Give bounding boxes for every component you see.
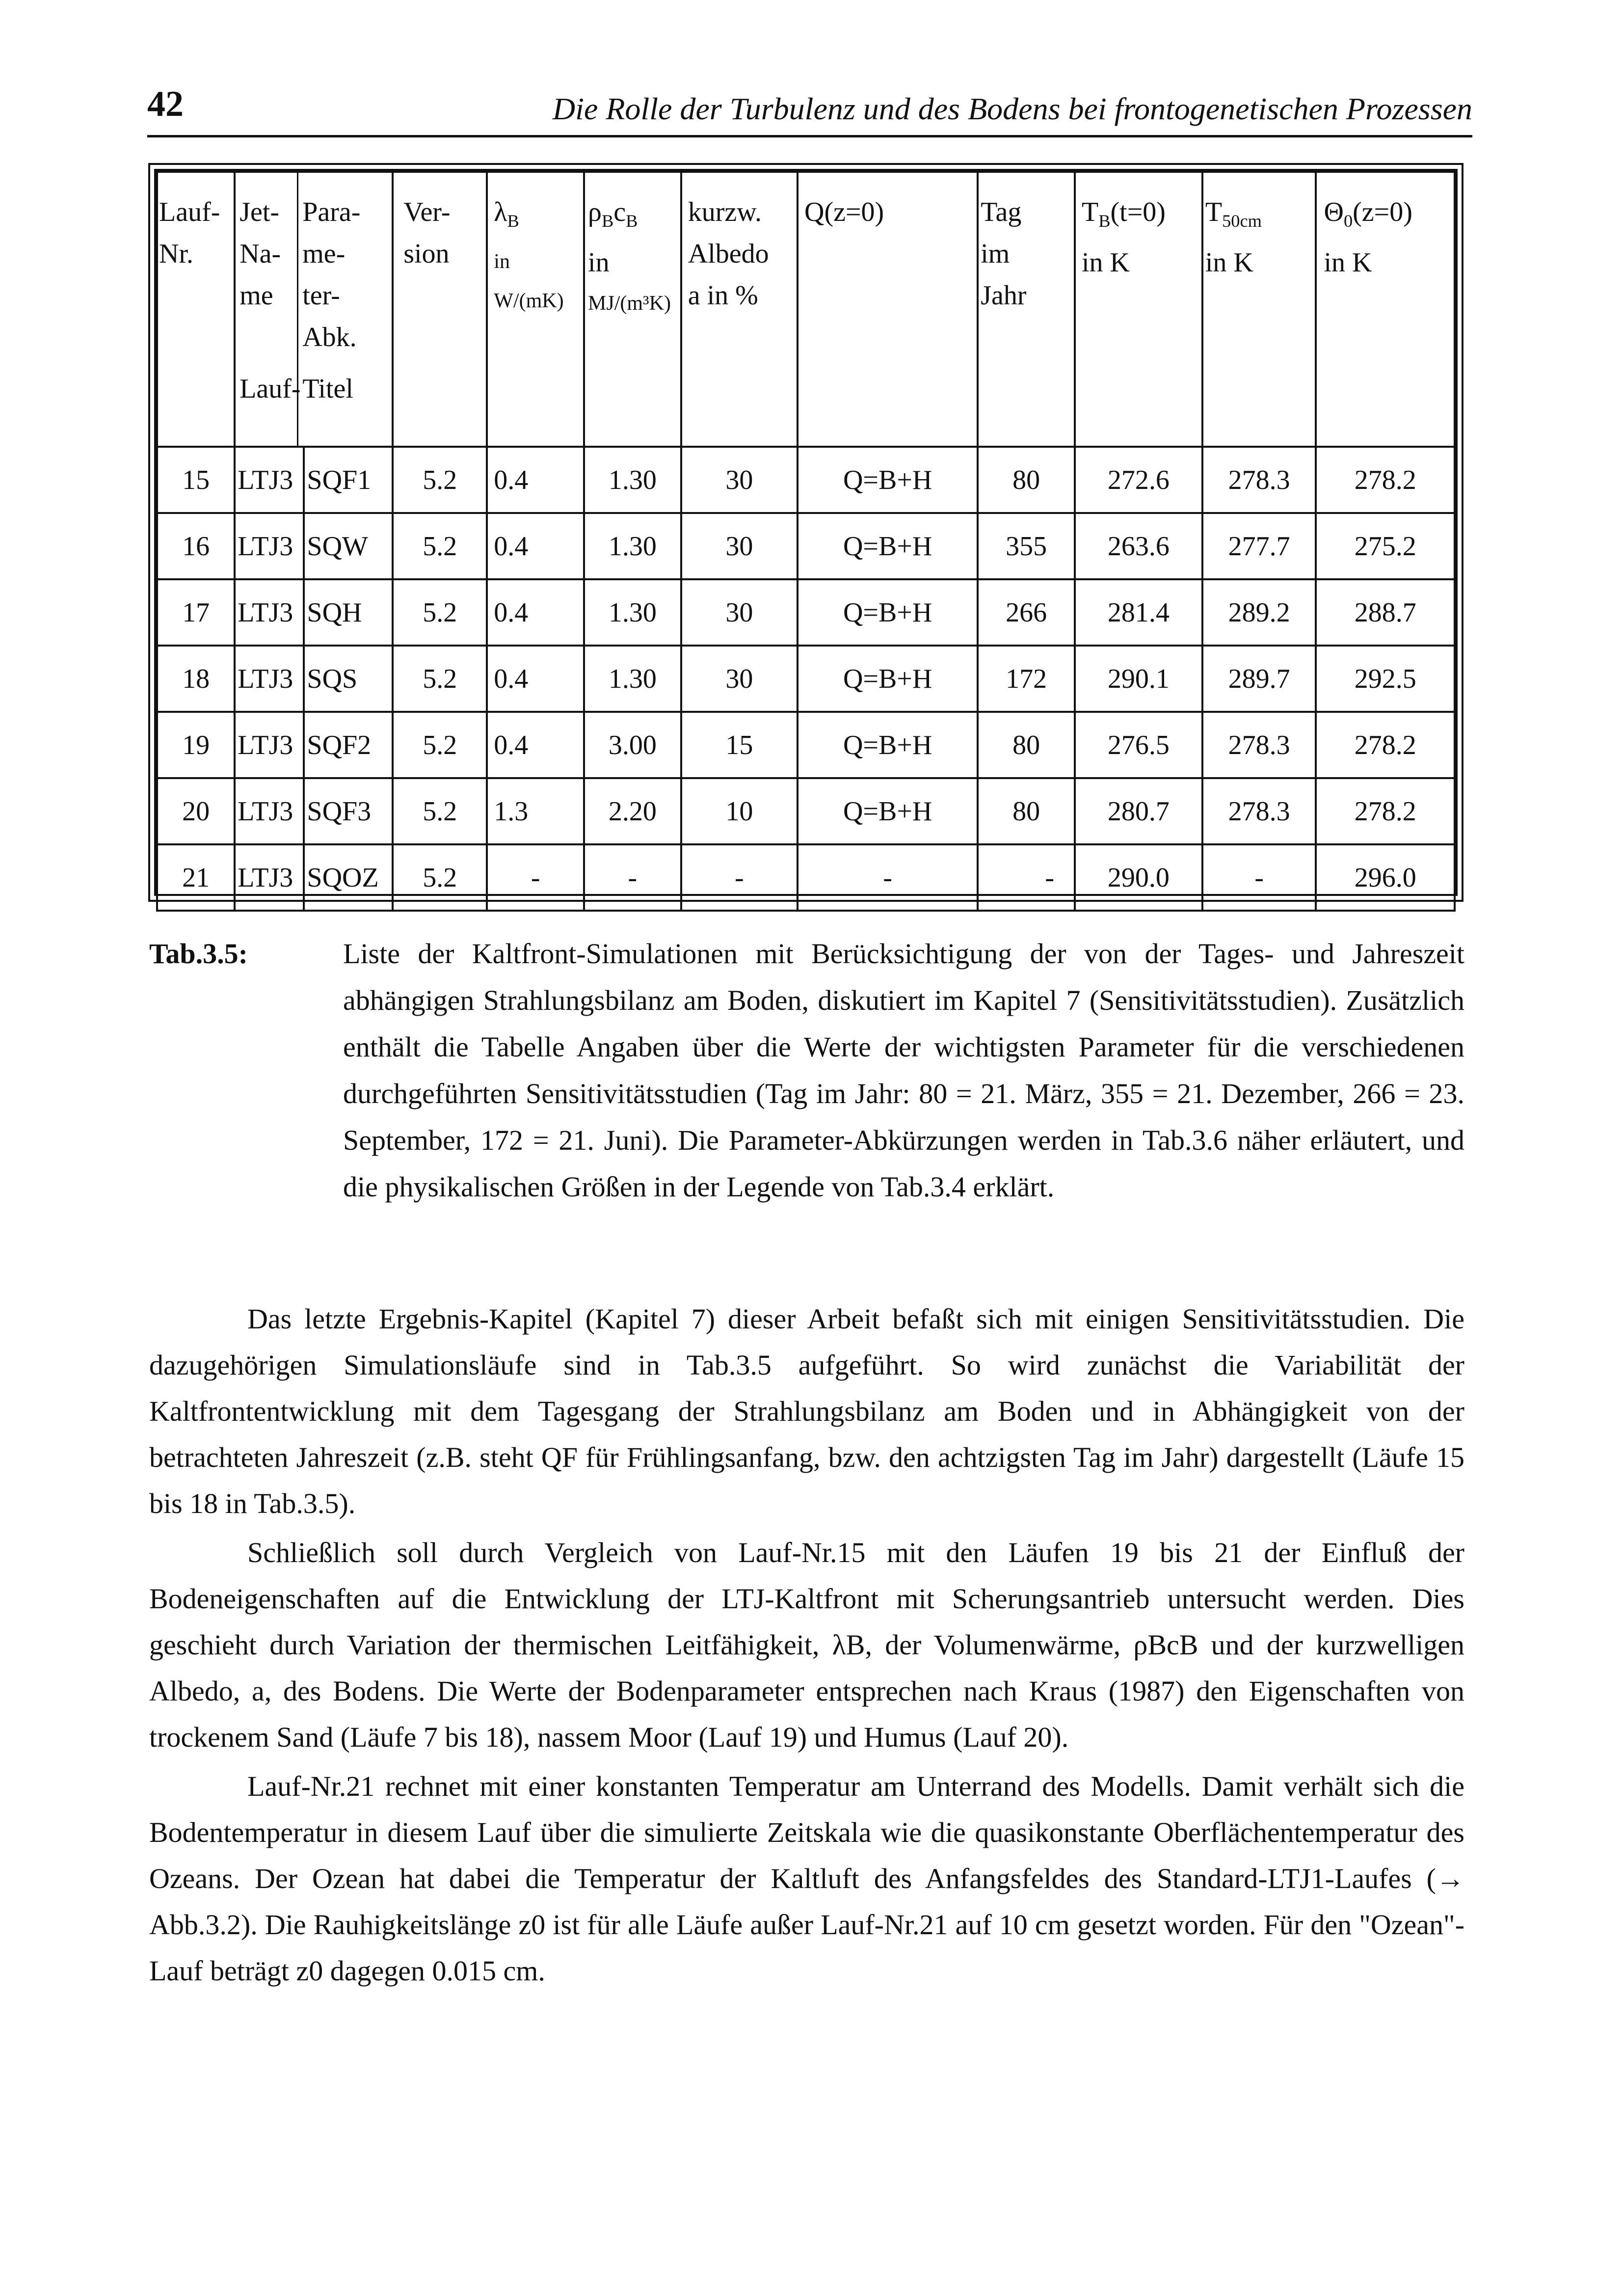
paragraph: Schließlich soll durch Vergleich von Lauf-Nr.15 mit den Läufen 19 bis 21 der Einfluß der Bodeneigenschaften auf die Entwicklung der LTJ-Kaltfront mit Scherungsantrieb untersucht werden. Dies geschieht durch Variation der thermischen Leitfähigkeit, λB, der Volumenwärme, ρBcB und der kurzwelligen Albedo, a, des Bodens. Die Werte der Bodenparameter entsprechen nach Kraus (1987) den Eigenschaften von trockenem Sand (Läufe 7 bis 18), nassem Moor (Lauf 19) und Humus (Lauf 20).: [149, 1537, 1464, 1753]
header-text: (z=0): [1353, 197, 1412, 227]
cell-lambda: 0.4: [487, 447, 584, 513]
cell-t50: 289.2: [1202, 579, 1316, 646]
cell-q: Q=B+H: [798, 579, 978, 646]
header-text: Jahr: [981, 280, 1027, 311]
cell-theta: 278.2: [1316, 447, 1455, 513]
cell-tag: 172: [978, 646, 1075, 712]
header-text: (t=0): [1110, 197, 1166, 227]
cell-nr: 19: [157, 712, 235, 778]
cell-tb: 290.0: [1075, 844, 1202, 911]
cell-rhoc: 2.20: [584, 778, 681, 844]
cell-albedo: 10: [681, 778, 798, 844]
cell-nr: 15: [157, 447, 235, 513]
header-subscript: B: [507, 211, 519, 231]
cell-t50: 278.3: [1202, 712, 1316, 778]
cell-albedo: 30: [681, 447, 798, 513]
paragraph: Das letzte Ergebnis-Kapitel (Kapitel 7) dieser Arbeit befaßt sich mit einigen Sensitivitätsstudien. Die dazugehörigen Simulationsläufe sind in Tab.3.5 aufgeführt. So wird zunächst die Variabilität der Kaltfrontentwicklung mit dem Tagesgang der Strahlungsbilanz am Boden und in Abhängigkeit von der betrachteten Jahreszeit (z.B. steht QF für Frühlingsanfang, bzw. den achtzigsten Tag im Jahr) dargestellt (Läufe 15 bis 18 in Tab.3.5).: [149, 1303, 1464, 1519]
cell-version: 5.2: [393, 579, 487, 646]
header-text: a in %: [688, 280, 758, 311]
cell-abk: SQOZ: [304, 844, 393, 911]
cell-albedo: 30: [681, 579, 798, 646]
cell-tb: 272.6: [1075, 447, 1202, 513]
header-text: in: [494, 250, 510, 273]
cell-tb: 280.7: [1075, 778, 1202, 844]
header-q: [798, 172, 978, 447]
cell-lambda: 0.4: [487, 579, 584, 646]
cell-tb: 263.6: [1075, 513, 1202, 579]
cell-version: 5.2: [393, 646, 487, 712]
cell-tag: 266: [978, 579, 1075, 646]
cell-q: Q=B+H: [798, 646, 978, 712]
cell-jet: LTJ3: [235, 844, 304, 911]
table-row: [157, 513, 1455, 579]
cell-version: 5.2: [393, 844, 487, 911]
cell-albedo: -: [681, 844, 798, 911]
cell-rhoc: 1.30: [584, 447, 681, 513]
cell-lambda: 0.4: [487, 712, 584, 778]
header-text: im: [981, 239, 1010, 269]
header-tb: [1075, 172, 1202, 447]
cell-abk: SQF1: [304, 447, 393, 513]
cell-theta: 278.2: [1316, 712, 1455, 778]
header-text: W/(mK): [494, 290, 564, 313]
simulation-table: [148, 163, 1463, 902]
running-title: Die Rolle der Turbulenz und des Bodens bei frontogenetischen Prozessen: [552, 91, 1472, 126]
cell-rhoc: 3.00: [584, 712, 681, 778]
cell-theta: 275.2: [1316, 513, 1455, 579]
cell-lambda: 0.4: [487, 646, 584, 712]
paragraph: Lauf-Nr.21 rechnet mit einer konstanten Temperatur am Unterrand des Modells. Damit verhält sich die Bodentemperatur in diesem Lauf über die simulierte Zeitskala wie die quasikonstante Oberflächentemperatur des Ozeans. Der Ozean hat dabei die Temperatur der Kaltluft des Anfangsfeldes des Standard-LTJ1-Laufes (→ Abb.3.2). Die Rauhigkeitslänge z0 ist für alle Läufe außer Lauf-Nr.21 auf 10 cm gesetzt worden. Für den "Ozean"-Lauf beträgt z0 dagegen 0.015 cm.: [149, 1770, 1464, 1987]
cell-abk: SQH: [304, 579, 393, 646]
cell-nr: 18: [157, 646, 235, 712]
header-subscript: 50cm: [1222, 211, 1262, 231]
header-text: sion: [403, 239, 450, 269]
header-text: in K: [1081, 247, 1130, 278]
cell-tb: 290.1: [1075, 646, 1202, 712]
header-text: Para-: [302, 197, 361, 227]
header-text: me: [239, 280, 273, 311]
cell-abk: SQF3: [304, 778, 393, 844]
cell-albedo: 15: [681, 712, 798, 778]
cell-tag: 80: [978, 778, 1075, 844]
cell-q: -: [798, 844, 978, 911]
cell-version: 5.2: [393, 513, 487, 579]
cell-rhoc: -: [584, 844, 681, 911]
header-lambda: [487, 172, 584, 447]
header-text: T: [1205, 197, 1223, 227]
cell-t50: 289.7: [1202, 646, 1316, 712]
cell-jet: LTJ3: [235, 712, 304, 778]
header-text: Θ: [1324, 197, 1344, 227]
cell-version: 5.2: [393, 712, 487, 778]
cell-nr: 17: [157, 579, 235, 646]
cell-tag: 80: [978, 712, 1075, 778]
header-text: in: [588, 247, 610, 278]
cell-abk: SQW: [304, 513, 393, 579]
runs-table: [156, 171, 1456, 912]
cell-q: Q=B+H: [798, 447, 978, 513]
header-text: c: [613, 197, 626, 227]
table-row: [157, 844, 1455, 911]
table-row: [157, 646, 1455, 712]
cell-rhoc: 1.30: [584, 646, 681, 712]
header-tag: [978, 172, 1075, 447]
header-text: T: [1081, 197, 1099, 227]
header-text: me-: [302, 239, 346, 269]
page-number: 42: [147, 84, 184, 124]
header-subscript: B: [1098, 211, 1111, 231]
table-inner-frame: [154, 169, 1458, 896]
table-row: [157, 447, 1455, 513]
cell-albedo: 30: [681, 646, 798, 712]
header-subscript: B: [626, 211, 638, 231]
cell-theta: 288.7: [1316, 579, 1455, 646]
cell-jet: LTJ3: [235, 579, 304, 646]
cell-t50: 277.7: [1202, 513, 1316, 579]
cell-theta: 292.5: [1316, 646, 1455, 712]
cell-q: Q=B+H: [798, 778, 978, 844]
cell-rhoc: 1.30: [584, 513, 681, 579]
cell-tb: 281.4: [1075, 579, 1202, 646]
header-rule: [147, 135, 1472, 137]
header-subscript: B: [601, 211, 614, 231]
header-text: Q(z=0): [804, 197, 884, 227]
header-text: Nr.: [159, 239, 193, 269]
cell-albedo: 30: [681, 513, 798, 579]
table-caption: [149, 930, 1464, 1210]
cell-q: Q=B+H: [798, 712, 978, 778]
cell-nr: 20: [157, 778, 235, 844]
cell-t50: 278.3: [1202, 447, 1316, 513]
header-text: Na-: [239, 239, 281, 269]
header-t50: [1202, 172, 1316, 447]
cell-nr: 21: [157, 844, 235, 911]
cell-lambda: 1.3: [487, 778, 584, 844]
header-text: ter-: [302, 280, 340, 311]
header-rhoc: [584, 172, 681, 447]
cell-q: Q=B+H: [798, 513, 978, 579]
header-text: kurzw.: [688, 197, 762, 227]
header-subscript: 0: [1343, 211, 1353, 231]
header-theta: [1316, 172, 1455, 447]
caption-label: Tab.3.5:: [149, 938, 248, 970]
header-text: Jet-: [239, 197, 280, 227]
caption-text: Liste der Kaltfront-Simulationen mit Berücksichtigung der von der Tages- und Jahreszeit abhängigen Strahlungsbilanz am Boden, diskutiert im Kapitel 7 (Sensitivitätsstudien). Zusätzlich enthält die Tabelle Angaben über die Werte der wichtigsten Parameter für die verschiedenen durchgeführten Sensitivitätsstudien (Tag im Jahr: 80 = 21. März, 355 = 21. Dezember, 266 = 23. September, 172 = 21. Juni). Die Parameter-Abkürzungen werden in Tab.3.6 näher erläutert, und die physikalischen Größen in der Legende von Tab.3.4 erklärt.: [343, 938, 1464, 1203]
cell-tag: 80: [978, 447, 1075, 513]
cell-lambda: -: [487, 844, 584, 911]
table-row: [157, 579, 1455, 646]
cell-version: 5.2: [393, 778, 487, 844]
header-text: ρ: [588, 197, 602, 227]
cell-jet: LTJ3: [235, 447, 304, 513]
table-row: [157, 778, 1455, 844]
header-text: Abk.: [302, 322, 357, 352]
cell-theta: 296.0: [1316, 844, 1455, 911]
header-text: Tag: [981, 197, 1022, 227]
header-text: Albedo: [688, 239, 769, 269]
table-row: [157, 712, 1455, 778]
header-text: Lauf-: [239, 374, 301, 404]
table-header-row: [157, 172, 1455, 447]
cell-abk: SQF2: [304, 712, 393, 778]
cell-tag: -: [978, 844, 1075, 911]
cell-jet: LTJ3: [235, 778, 304, 844]
cell-t50: -: [1202, 844, 1316, 911]
cell-abk: SQS: [304, 646, 393, 712]
header-jet-param: [235, 172, 393, 447]
cell-version: 5.2: [393, 447, 487, 513]
header-text: Ver-: [403, 197, 451, 227]
cell-t50: 278.3: [1202, 778, 1316, 844]
cell-jet: LTJ3: [235, 513, 304, 579]
header-version: [393, 172, 487, 447]
cell-jet: LTJ3: [235, 646, 304, 712]
header-albedo: [681, 172, 798, 447]
cell-tb: 276.5: [1075, 712, 1202, 778]
cell-nr: 16: [157, 513, 235, 579]
header-text: in K: [1205, 247, 1253, 278]
cell-rhoc: 1.30: [584, 579, 681, 646]
header-text: Lauf-: [159, 197, 220, 227]
cell-theta: 278.2: [1316, 778, 1455, 844]
header-text: in K: [1324, 247, 1372, 278]
page-header: [147, 74, 1472, 137]
cell-lambda: 0.4: [487, 513, 584, 579]
header-text: Titel: [302, 374, 353, 404]
header-text: MJ/(m³K): [588, 292, 671, 315]
cell-tag: 355: [978, 513, 1075, 579]
body-text: [149, 1296, 1464, 1997]
header-lauf-nr: [157, 172, 235, 447]
header-text: λ: [494, 197, 507, 227]
